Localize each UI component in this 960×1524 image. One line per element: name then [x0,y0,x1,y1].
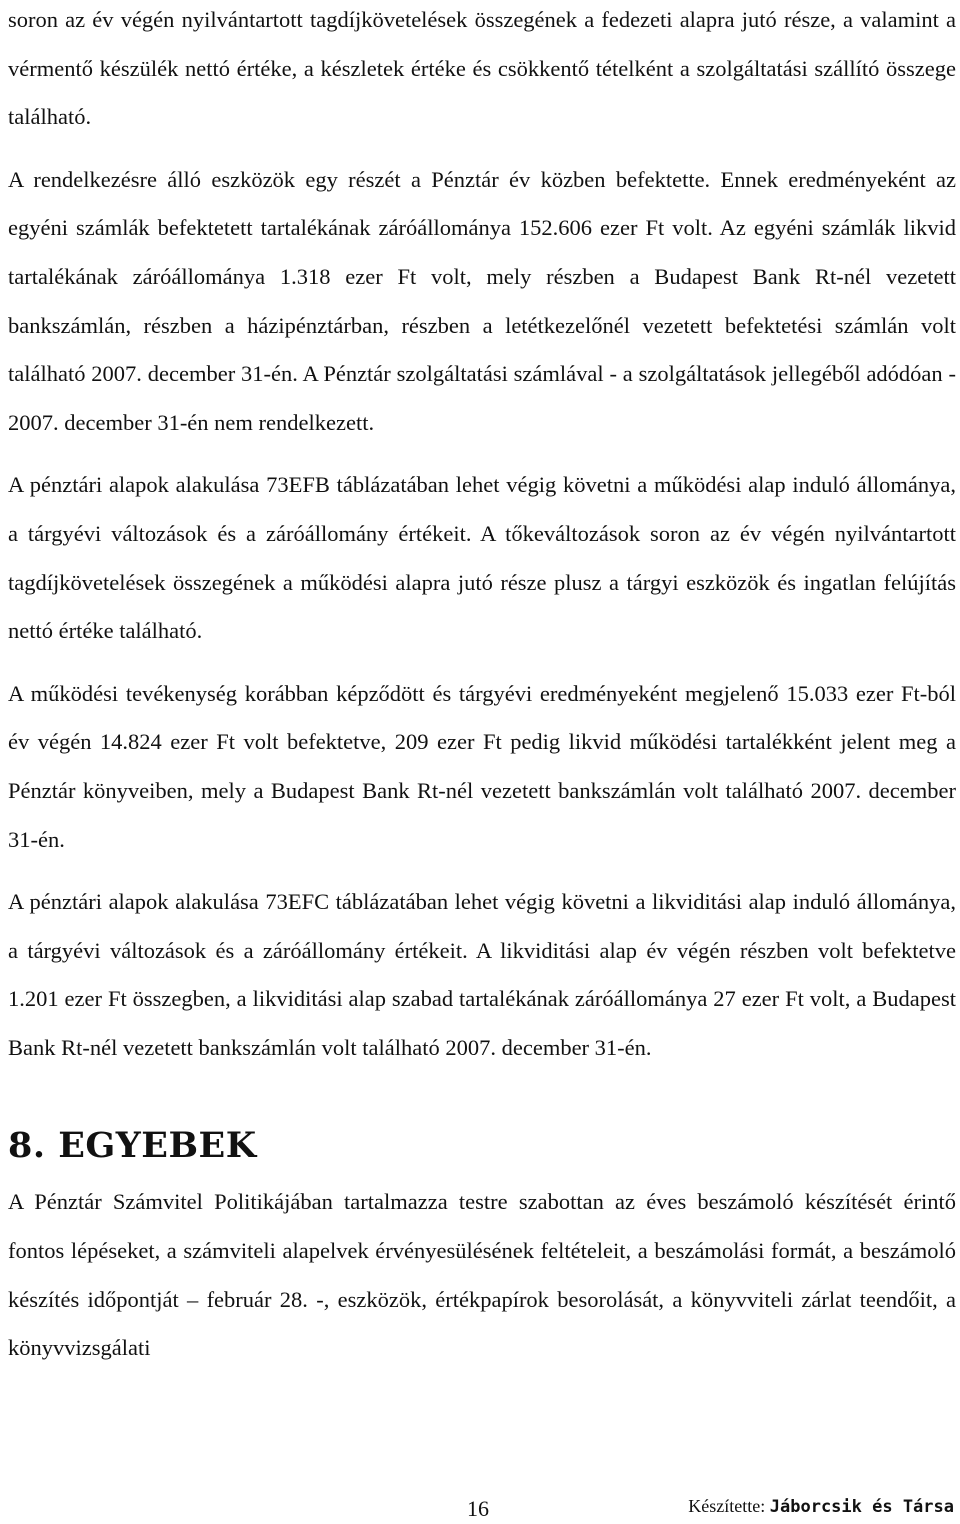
paragraph-accounting-policy: A Pénztár Számvitel Politikájában tartalmazza testre szabottan az éves beszámoló készítését érintő fontos lépéseket, a számviteli alapelvek érvényesülésének feltételeit, a beszámolási formát, a beszámoló készítés időpontját – február 28. -, eszközök, értékpapírok besorolását, a könyvviteli zárlat teendőit, a könyvvizsgálati [8,1189,956,1361]
section-heading: 8. EGYEBEK [8,1125,257,1167]
credit-label: Készítette: [688,1496,766,1516]
credit-company: Jáborcsik és Társa [769,1497,954,1517]
paragraph-liquidity-fund: A pénztári alapok alakulása 73EFC táblázatában lehet végig követni a likviditási alap induló állománya, a tárgyévi változások és a záróállomány értékeit. A likviditási alap év végén részben volt befektetve 1.201 ezer Ft összegben, a likviditási alap szabad tartalékának záróállománya 27 ezer Ft volt, a Budapest Bank Rt-nél vezetett bankszámlán volt található 2007. december 31-én. [8,889,956,1060]
document-page [8,0,956,1373]
footer-credit [688,1495,954,1518]
paragraph-reserves-intro: soron az év végén nyilvántartott tagdíjkövetelések összegének a fedezeti alapra jutó része, a valamint a vérmentő készülék nettó értéke, a készletek értéke és csökkentő tételként a szolgáltatási szállító összege található. [8,7,956,130]
page-number: 16 [467,1496,489,1521]
paragraph-investments: A rendelkezésre álló eszközök egy részét a Pénztár év közben befektette. Ennek eredményeként az egyéni számlák befektetett tartalékának záróállománya 152.606 ezer Ft volt. Az egyéni számlák likvid tartalékának záróállománya 1.318 ezer Ft volt, mely részben a Budapest Bank Rt-nél vezetett bankszámlán, részben a házipénztárban, részben a letétkezelőnél vezetett befektetési számlán volt található 2007. december 31-én. A Pénztár szolgáltatási számlával - a szolgáltatások jellegéből adódóan - 2007. december 31-én nem rendelkezett. [8,166,956,435]
paragraph-operating-fund: A pénztári alapok alakulása 73EFB táblázatában lehet végig követni a működési alap induló állománya, a tárgyévi változások és a záróállomány értékeit. A tőkeváltozások soron az év végén nyilvántartott tagdíjkövetelések összegének a működési alapra jutó része plusz a tárgyi eszközök és ingatlan felújítás nettó értéke található. [8,472,956,644]
paragraph-operating-result: A működési tevékenység korábban képződött és tárgyévi eredményeként megjelenő 15.033 ezer Ft-ból év végén 14.824 ezer Ft volt befektetve, 209 ezer Ft pedig likvid működési tartalékként jelent meg a Pénztár könyveiben, mely a Budapest Bank Rt-nél vezetett bankszámlán volt található 2007. december 31-én. [8,680,956,852]
